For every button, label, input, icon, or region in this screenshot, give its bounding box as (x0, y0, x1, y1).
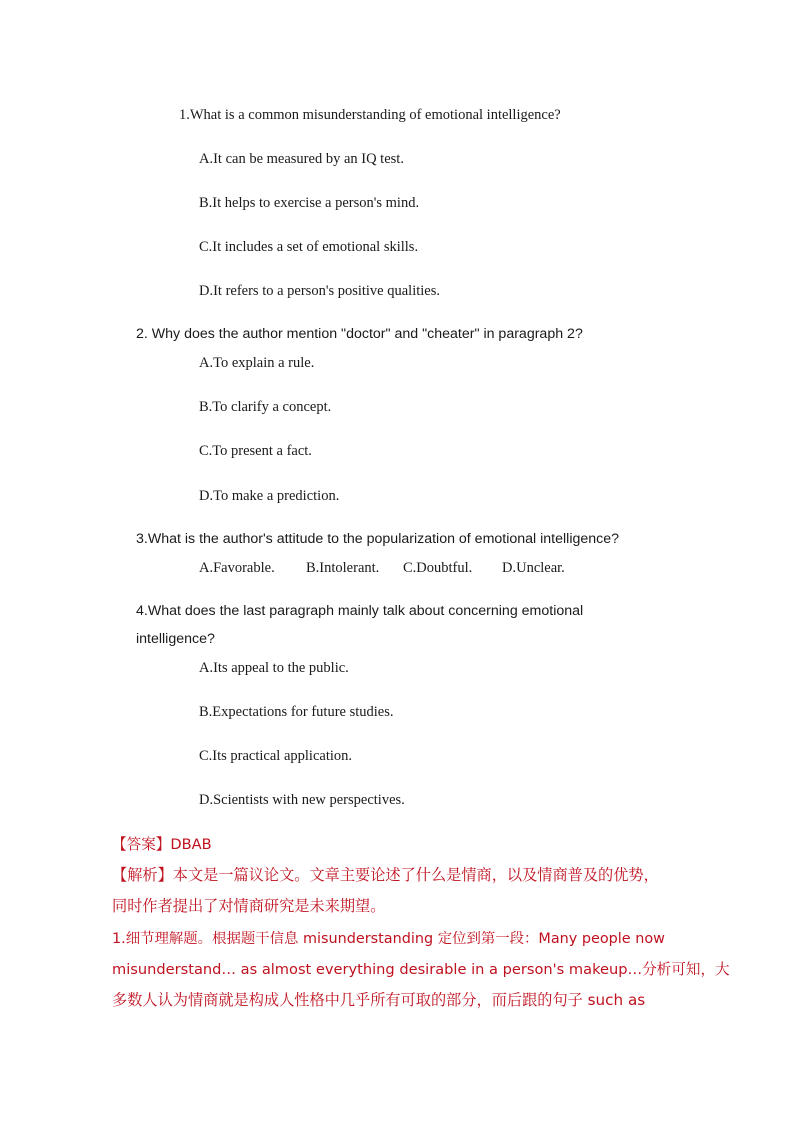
question-1-option-d: D.It refers to a person's positive qualities. (199, 283, 440, 299)
question-4-option-c: C.Its practical application. (199, 748, 353, 764)
question-3-option-d: D.Unclear. (502, 560, 565, 576)
question-4-stem-line-1: 4.What does the last paragraph mainly talk about concerning emotional (136, 603, 584, 619)
analysis-line-5: 多数人认为情商就是构成人性格中几乎所有可取的部分，而后跟的句子 such as (112, 991, 646, 1009)
question-1-stem: 1.What is a common misunderstanding of emotional intelligence? (179, 107, 561, 123)
question-3-stem: 3.What is the author's attitude to the popularization of emotional intelligence? (136, 531, 620, 547)
question-1-option-c: C.It includes a set of emotional skills. (199, 239, 419, 255)
answer-line (112, 833, 212, 854)
question-1-option-a: A.It can be measured by an IQ test. (199, 151, 404, 167)
analysis-text-1: 本文是一篇议论文。文章主要论述了什么是情商，以及情商普及的优势， (172, 866, 659, 884)
analysis-line-4: misunderstand… as almost everything desirable in a person's makeup…分析可知，大 (112, 961, 730, 978)
question-3-option-b: B.Intolerant. (306, 560, 380, 576)
question-2-option-b: B.To clarify a concept. (199, 399, 332, 415)
analysis-line-2: 同时作者提出了对情商研究是未来期望。 (112, 897, 386, 915)
question-2-option-c: C.To present a fact. (199, 443, 312, 459)
analysis-line-3: 1.细节理解题。根据题干信息 misunderstanding 定位到第一段：Many people now (112, 931, 665, 947)
question-4-option-a: A.Its appeal to the public. (199, 660, 349, 676)
analysis-label: 【解析】 (112, 866, 173, 884)
question-1-option-b: B.It helps to exercise a person's mind. (199, 195, 420, 211)
answer-value: DBAB (170, 836, 212, 853)
analysis-line-1 (112, 864, 659, 885)
question-4-option-d: D.Scientists with new perspectives. (199, 792, 405, 808)
question-2-stem: 2. Why does the author mention "doctor" and "cheater" in paragraph 2? (136, 326, 583, 342)
question-4-stem-line-2: intelligence? (136, 631, 215, 647)
question-4-option-b: B.Expectations for future studies. (199, 704, 394, 720)
question-2-option-a: A.To explain a rule. (199, 355, 315, 371)
question-3-option-c: C.Doubtful. (403, 560, 473, 576)
question-2-option-d: D.To make a prediction. (199, 488, 340, 504)
question-3-option-a: A.Favorable. (199, 560, 275, 576)
answer-label: 【答案】 (112, 836, 171, 853)
